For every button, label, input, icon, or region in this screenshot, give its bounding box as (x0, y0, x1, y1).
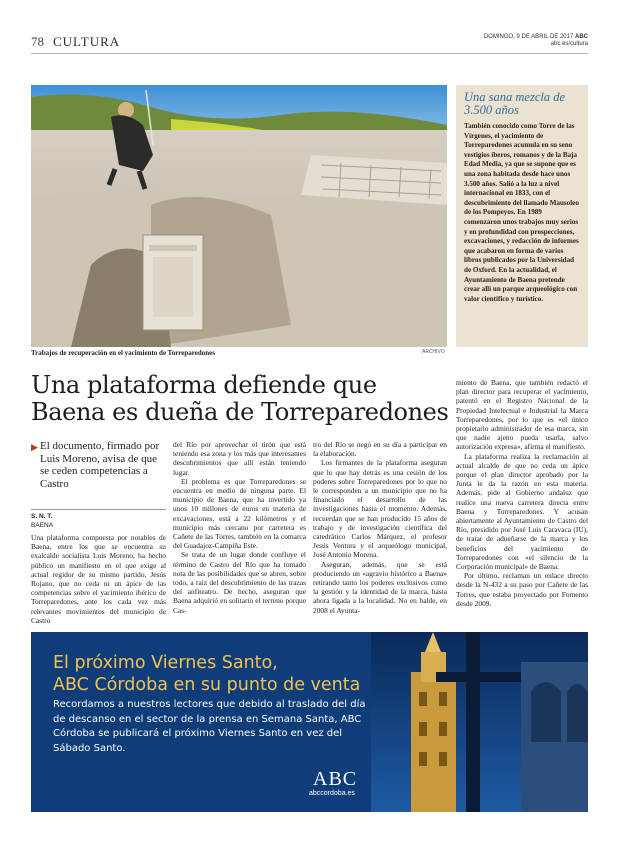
paragraph: Los firmantes de la plataforma aseguran que lo que hay detrás es una cesión de los poderes sobre Torreparedones por lo que no le corresponden a un municipio que no ha financiado el desarrollo de las investigaciones hasta el momento. Además, recuerdan que se han producido 15 años de trabajo y de investigación científica del catedrático Carlos Márquez, el profesor Jesús Ventura y el arqueólogo municipal, José Antonio Morena. (313, 458, 447, 560)
paragraph: La plataforma realiza la reclamación al actual alcalde de que no ceda un ápice porque el plan director aprobado por la Junta le da la razón en esta materia. Además, pide al Gobierno andaluz que realice una nueva carretera directa entre Baena y Torreparedones. Y acusan abiertamente al Ayuntamiento de Castro del Río, presidido por José Luis Caravaca (IU), de tratar de adueñarse de la marca y los beneficios del yacimiento de Torreparedones con «el silencio de la Corporación municipal» de Baena. (456, 451, 588, 572)
photo-credit: ARCHIVO (422, 349, 445, 355)
sidebar-box (456, 85, 588, 347)
paragraph: Aseguran, además, que se está produciendo un «agravio histórico a Baena» retirando tanto los poderes exclusivos como la gestión y la identidad de la marca, hasta ahora ligada a la localidad. No en balde, en 2008 el Ayunta- (313, 559, 447, 615)
page-number: 78 (31, 34, 44, 49)
article-column-4 (456, 378, 588, 608)
location: BAENA (31, 522, 54, 529)
date-line (484, 34, 588, 48)
advertisement-banner[interactable] (31, 632, 588, 812)
cathedral-tower-illustration (371, 632, 588, 812)
issue-date: DOMINGO, 9 DE ABRIL DE 2017 (483, 34, 574, 40)
ad-title-line: ABC Córdoba en su punto de venta (53, 675, 361, 695)
paragraph: del Río por aprovechar el tirón que está teniendo esa zona y los más que interesantes descubrimientos que allí están teniendo lugar. (173, 440, 306, 477)
article-column-3 (313, 440, 447, 615)
paragraph: Por último, reclaman un enlace directo desde la N-432 a su paso por Cañete de las Torres, que estaba proyectado por Fomento desde 2009. (456, 571, 588, 608)
sidebar-title: Una sana mezcla de 3.500 años (464, 90, 566, 117)
excavation-photo (31, 85, 447, 347)
section-url: abc.es/cultura (550, 41, 588, 47)
page-header (31, 34, 588, 54)
sidebar-text: También conocido como Torre de las Vírgenes, el yacimiento de Torreparedones acumula en su seno vestigios íberos, romanos y de la Baja Edad Media, ya que se supone que es una zona habitada desde hace unos 3.500 años. Salió a la luz a nivel internacional en 1833, con el descubrimiento del llamado Mausoleo de los Pompeyos. En 1989 comenzaron unos trabajos muy serios y en profundidad con prospecciones, excavaciones, y redacción de informes que acabaron en forma de varios libros publicados por la Universidad de Oxford. En la actualidad, el Ayuntamiento de Baena pretende crear allí un parque arqueológico con valor científico y turístico. (464, 122, 579, 303)
paragraph: Se trata de un lugar donde confluye el término de Castro del Río que ha tomado nota de las posibilidades que se abren, sobre todo, a raíz del descubrimiento de las trazas del anfiteatro. De hecho, aseguran que Baena adquirió en solitario el terreno porque Cas- (173, 550, 306, 615)
paragraph: Una plataforma compuesta por notables de Baena, entre los que se encuentra su exalcalde socialista Luis Moreno, ha hecho público un manifiesto en el que exige al actual regidor de su mismo partido, Jesús Rojano, que no ceda ni un ápice de las competencias sobre el yacimiento ibérico de Torreparedones, ante los cada vez más relevantes movimientos del municipio de Castro (31, 533, 166, 625)
brand-name: ABC (575, 34, 588, 40)
article-column-2 (173, 440, 306, 615)
paragraph: El problema es que Torreparedones se encuentra en medio de ninguna parte. El municipio de Baena, que ha invertido ya unos 10 millones de euros en materia de excavaciones, está a 22 kilómetros y el municipio más cercano por carretera es Cañete de las Torres, también en la comarca del Guadajoz-Campiña Este. (173, 476, 306, 551)
author: S. N. T. (31, 513, 53, 520)
ad-body: Recordamos a nuestros lectores que debido al traslado del día de descanso en el sector de la prensa en Semana Santa, ABC Córdoba se publicará el próximo Viernes Santo en vez del Sábado Santo. (53, 699, 366, 754)
section-name: CULTURA (53, 34, 121, 49)
byline (31, 509, 166, 530)
paragraph: tro del Río se negó en su día a participar en la elaboración. (313, 440, 447, 459)
triangle-bullet-icon: ▶ (31, 442, 38, 452)
ad-url[interactable]: abccordoba.es (309, 790, 355, 797)
ad-title-line: El próximo Viernes Santo, (53, 653, 278, 673)
paragraph: miento de Baena, que también redactó el plan director para recuperar el yacimiento, patentó en el Registro Nacional de la Propiedad Intelectual e Industrial la Marca Torreparedones, por lo que es «el único propietario administrador de esa marca, sin que nadie ajeno pueda usarla, salvo autorización expresa», afirma el manifiesto. (456, 378, 588, 452)
article-column-1 (31, 533, 166, 625)
article-headline: Una plataforma defiende que Baena es dueña de Torreparedones (31, 371, 449, 426)
ad-title (53, 652, 360, 696)
excavation-photo-illustration (31, 85, 447, 347)
photo-caption: Trabajos de recuperación en el yacimiento de Torreparedones (31, 349, 215, 357)
article-subhead (31, 440, 166, 490)
subhead-text: El documento, firmado por Luis Moreno, avisa de que se ceden competencias a Castro (40, 440, 160, 490)
abc-logo: ABC (313, 768, 358, 790)
